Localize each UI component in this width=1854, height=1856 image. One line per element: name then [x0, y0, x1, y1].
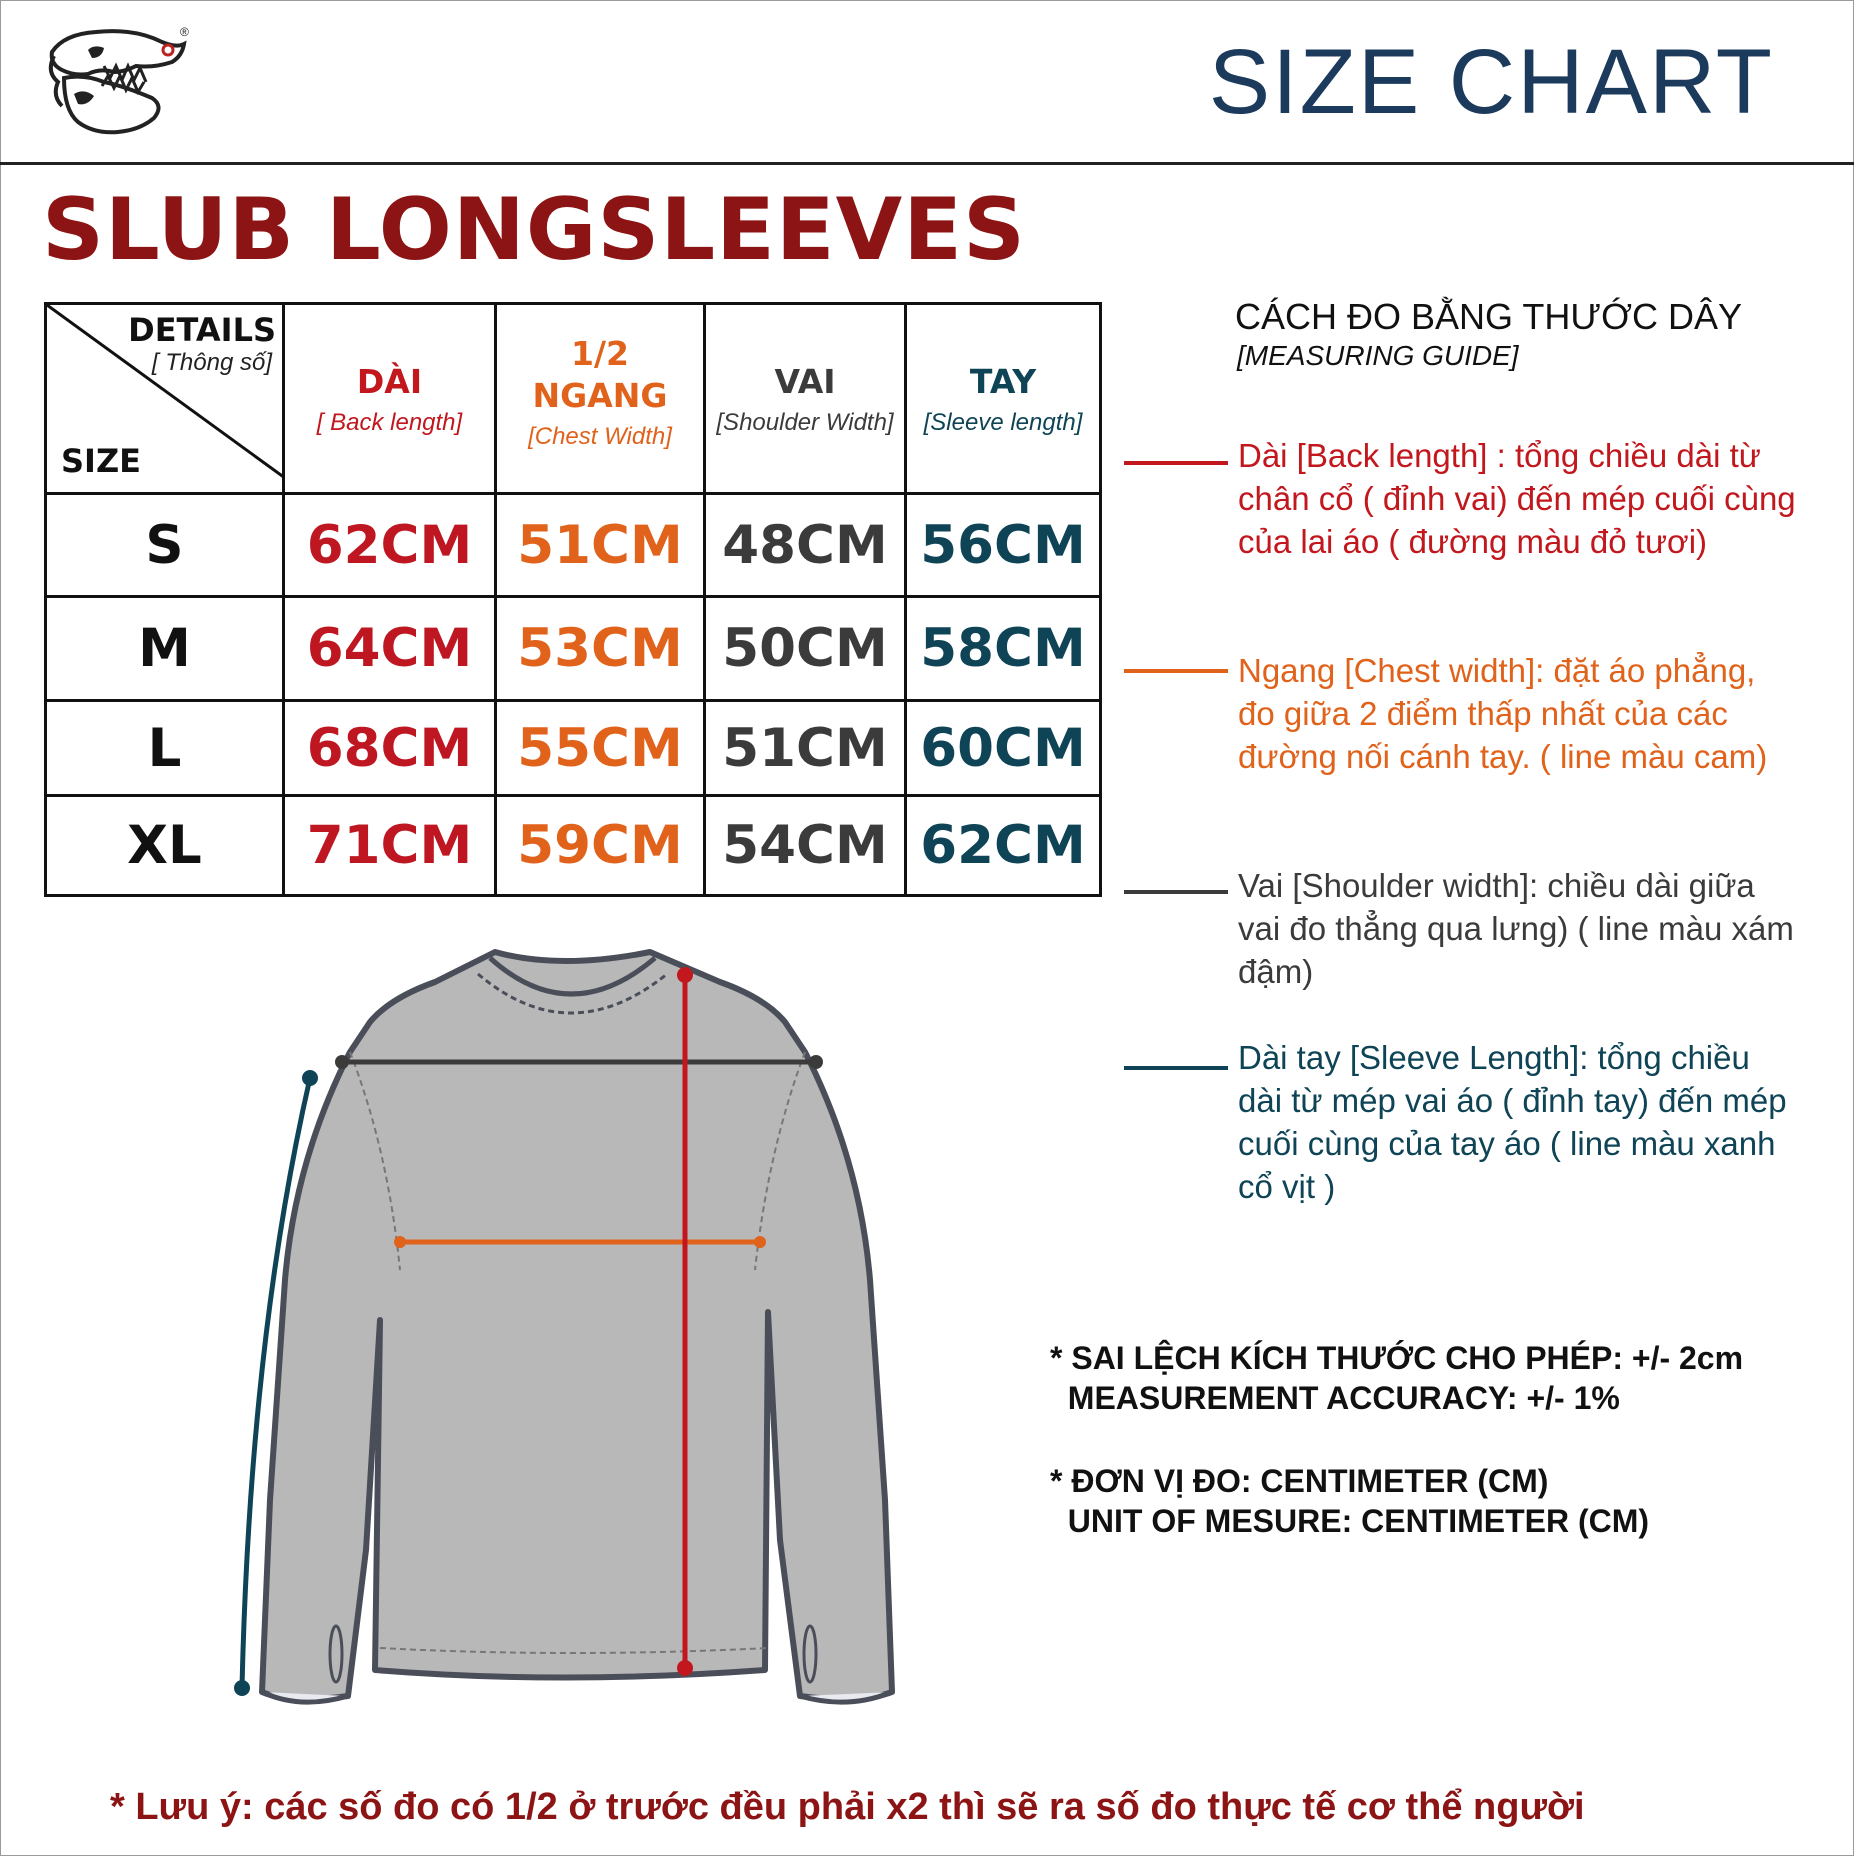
shoulder-width-cell: 54CM: [705, 796, 906, 896]
guide-title: CÁCH ĐO BẰNG THƯỚC DÂY: [1235, 296, 1743, 337]
shoulder-width-cell: 48CM: [705, 494, 906, 597]
size-cell: L: [46, 701, 284, 796]
product-title: SLUB LONGSLEEVES: [42, 180, 1026, 280]
chest-width-cell: 51CM: [496, 494, 705, 597]
table-row: [46, 796, 1101, 896]
sleeve-length-cell: 60CM: [906, 701, 1101, 796]
column-header-main: TAY: [969, 361, 1037, 401]
legend-line-red: [1124, 461, 1228, 465]
shoulder-width-cell: 51CM: [705, 701, 906, 796]
back-length-cell: 68CM: [284, 701, 496, 796]
guide-item-chest-width: Ngang [Chest width]: đặt áo phẳng, đo giữa 2 điểm thấp nhất của các đường nối cánh tay. ( line màu cam): [1238, 652, 1768, 775]
footer-note: * Lưu ý: các số đo có 1/2 ở trước đều phải x2 thì sẽ ra số đo thực tế cơ thể người: [110, 1786, 1585, 1828]
chest-width-cell: 53CM: [496, 597, 705, 701]
sleeve-length-cell: 58CM: [906, 597, 1101, 701]
guide-item-shoulder-width: Vai [Shoulder width]: chiều dài giữa vai đo thẳng qua lưng) ( line màu xám đậm): [1238, 867, 1794, 990]
chest-width-cell: 59CM: [496, 796, 705, 896]
back-length-cell: 64CM: [284, 597, 496, 701]
legend-line-orange: [1124, 669, 1228, 673]
size-table: [44, 302, 1102, 897]
column-header-pre: 1/2: [571, 333, 629, 373]
sleeve-length-cell: 56CM: [906, 494, 1101, 597]
table-header-row: [46, 304, 1101, 494]
size-label: SIZE: [61, 442, 142, 480]
column-header-sub: [Sleeve length]: [923, 408, 1083, 436]
column-header-chest-width: [496, 304, 705, 494]
column-header-sub: [Shoulder Width]: [716, 408, 894, 436]
size-cell: M: [46, 597, 284, 701]
tolerance-note: * SAI LỆCH KÍCH THƯỚC CHO PHÉP: +/- 2cm MEASUREMENT ACCURACY: +/- 1%: [1050, 1340, 1744, 1416]
column-header-main: DÀI: [356, 361, 423, 401]
dinosaur-skull-logo: [44, 22, 194, 152]
unit-note: * ĐƠN VỊ ĐO: CENTIMETER (CM) UNIT OF MESURE: CENTIMETER (CM): [1050, 1463, 1650, 1539]
table-row: [46, 494, 1101, 597]
back-length-cell: 62CM: [284, 494, 496, 597]
table-row: [46, 701, 1101, 796]
guide-item-back-length: Dài [Back length] : tổng chiều dài từ chân cổ ( đỉnh vai) đến mép cuối cùng của lai áo ( đường màu đỏ tươi): [1238, 437, 1796, 560]
details-sub-label: [ Thông số]: [151, 349, 272, 376]
header-divider: [0, 162, 1854, 165]
legend-line-teal: [1124, 1066, 1228, 1070]
size-cell: S: [46, 494, 284, 597]
logo-registered-mark: ®: [180, 25, 189, 39]
sleeve-length-cell: 62CM: [906, 796, 1101, 896]
column-header-back-length: [284, 304, 496, 494]
column-header-sub: [ Back length]: [316, 408, 463, 436]
column-header-main: NGANG: [532, 375, 668, 415]
column-header-shoulder-width: [705, 304, 906, 494]
shirt-diagram: [220, 940, 920, 1730]
guide-subtitle: [MEASURING GUIDE]: [1237, 340, 1519, 371]
table-corner-cell: [46, 304, 284, 494]
column-header-main: VAI: [774, 361, 836, 401]
shoulder-width-cell: 50CM: [705, 597, 906, 701]
guide-item-sleeve-length: Dài tay [Sleeve Length]: tổng chiều dài từ mép vai áo ( đỉnh tay) đến mép cuối cùng của tay áo ( line màu xanh cổ vịt ): [1238, 1039, 1787, 1205]
chest-width-cell: 55CM: [496, 701, 705, 796]
page-title: SIZE CHART: [1208, 31, 1774, 133]
back-length-cell: 71CM: [284, 796, 496, 896]
column-header-sub: [Chest Width]: [528, 422, 672, 450]
column-header-sleeve-length: [906, 304, 1101, 494]
legend-line-gray: [1124, 890, 1228, 894]
details-label: DETAILS: [128, 311, 276, 349]
size-cell: XL: [46, 796, 284, 896]
table-row: [46, 597, 1101, 701]
